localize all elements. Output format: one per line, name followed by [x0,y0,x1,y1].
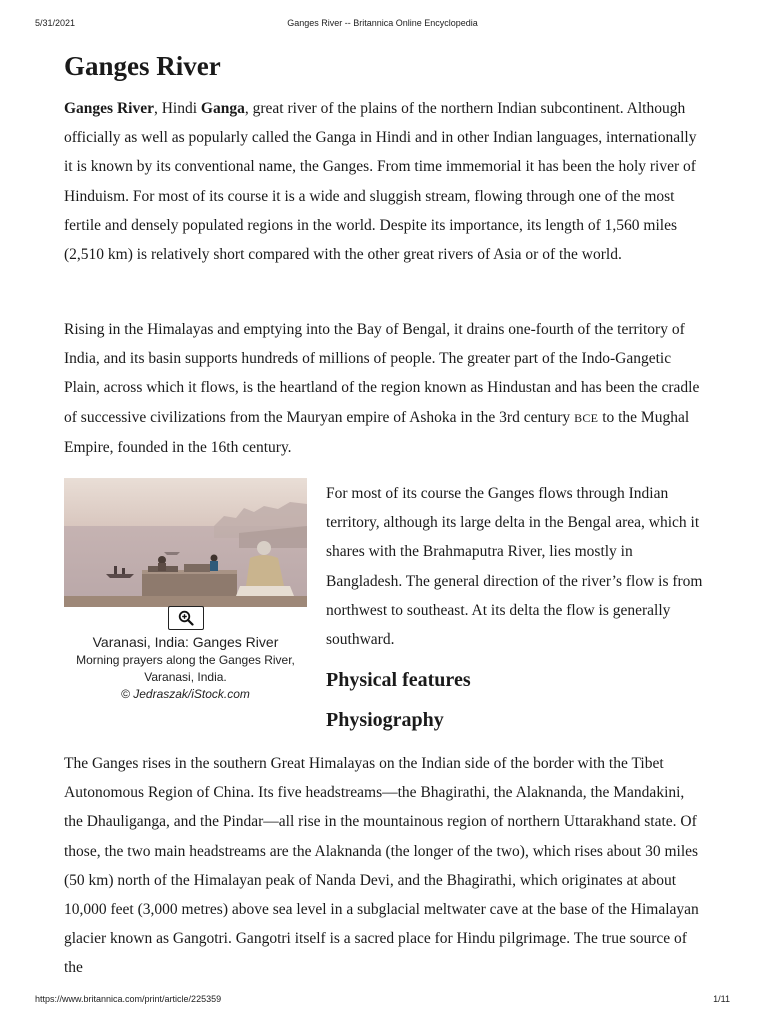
ganges-photo[interactable] [64,478,307,607]
paragraph-3: For most of its course the Ganges flows through Indian territory, although its large delta in the Bengal area, which it shares with the Brahmaputra River, lies mostly in Bangladesh. The general direction of the river’s flow is from northwest to southeast. At its delta the flow is generally southward. [326,485,703,649]
paragraph-2 [64,315,704,462]
caption-credit: © Jedraszak/iStock.com [121,687,250,701]
page-number: 1/11 [713,994,730,1004]
intro-text: , great river of the plains of the northern Indian subcontinent. Although officially as well as popularly called the Ganga in Hindi and in other Indian languages, internationally it is known by its conventional name, the Ganges. From time immemorial it has been the holy river of Hinduism. For most of its course it is a wide and sluggish stream, flowing through one of the most fertile and densely populated regions in the world. Despite its importance, its length of 1,560 miles (2,510 km) is relatively short compared with the other great rivers of Asia or of the world. [64,100,697,264]
figure-caption [54,633,317,703]
print-url: https://www.britannica.com/print/article/225359 [35,994,222,1004]
intro-sep: , Hindi [153,100,201,117]
heading-physical-features: Physical features [326,669,471,691]
print-date: 5/31/2021 [35,18,76,28]
print-page-title: Ganges River -- Britannica Online Encyclopedia [287,18,478,28]
paragraph-2-after: to the Mughal Empire, founded in the 16th century. [64,408,690,456]
zoom-button[interactable] [168,606,204,630]
paragraph-2-before: Rising in the Himalayas and emptying into the Bay of Bengal, it drains one-fourth of the territory of India, and its basin supports hundreds of millions of people. The greater part of the Indo-Gangetic Plain, across which it flows, is the heartland of the region known as Hindustan and has been the cradle of successive civilizations from the Mauryan empire of Ashoka in the 3rd century [64,321,700,426]
intro-term: Ganges River [64,100,154,117]
figure-varanasi [64,478,307,701]
zoom-in-icon [178,610,194,626]
caption-description: Morning prayers along the Ganges River, Varanasi, India. [76,653,295,684]
caption-title: Varanasi, India: Ganges River [92,634,279,650]
era-abbrev: BCE [574,410,599,425]
heading-physiography: Physiography [326,709,444,731]
intro-hindi-name: Ganga [200,100,245,117]
intro-paragraph [64,94,704,269]
paragraph-4: The Ganges rises in the southern Great Himalayas on the Indian side of the border with the Tibet Autonomous Region of China. Its five headstreams—the Bhagirathi, the Alaknanda, the Mandakini, the Dhauliganga, and the Pindar—all rise in the mountainous region of northern Uttarakhand state. Of those, the two main headstreams are the Alaknanda (the longer of the two), which rises about 30 miles (50 km) north of the Himalayan peak of Nanda Devi, and the Bhagirathi, which originates at about 10,000 feet (3,000 metres) above sea level in a subglacial meltwater cave at the base of the Himalayan glacier known as Gangotri. Gangotri itself is a sacred place for Hindu pilgrimage. The true source of the [64,755,699,977]
article-title: Ganges River [64,51,221,81]
